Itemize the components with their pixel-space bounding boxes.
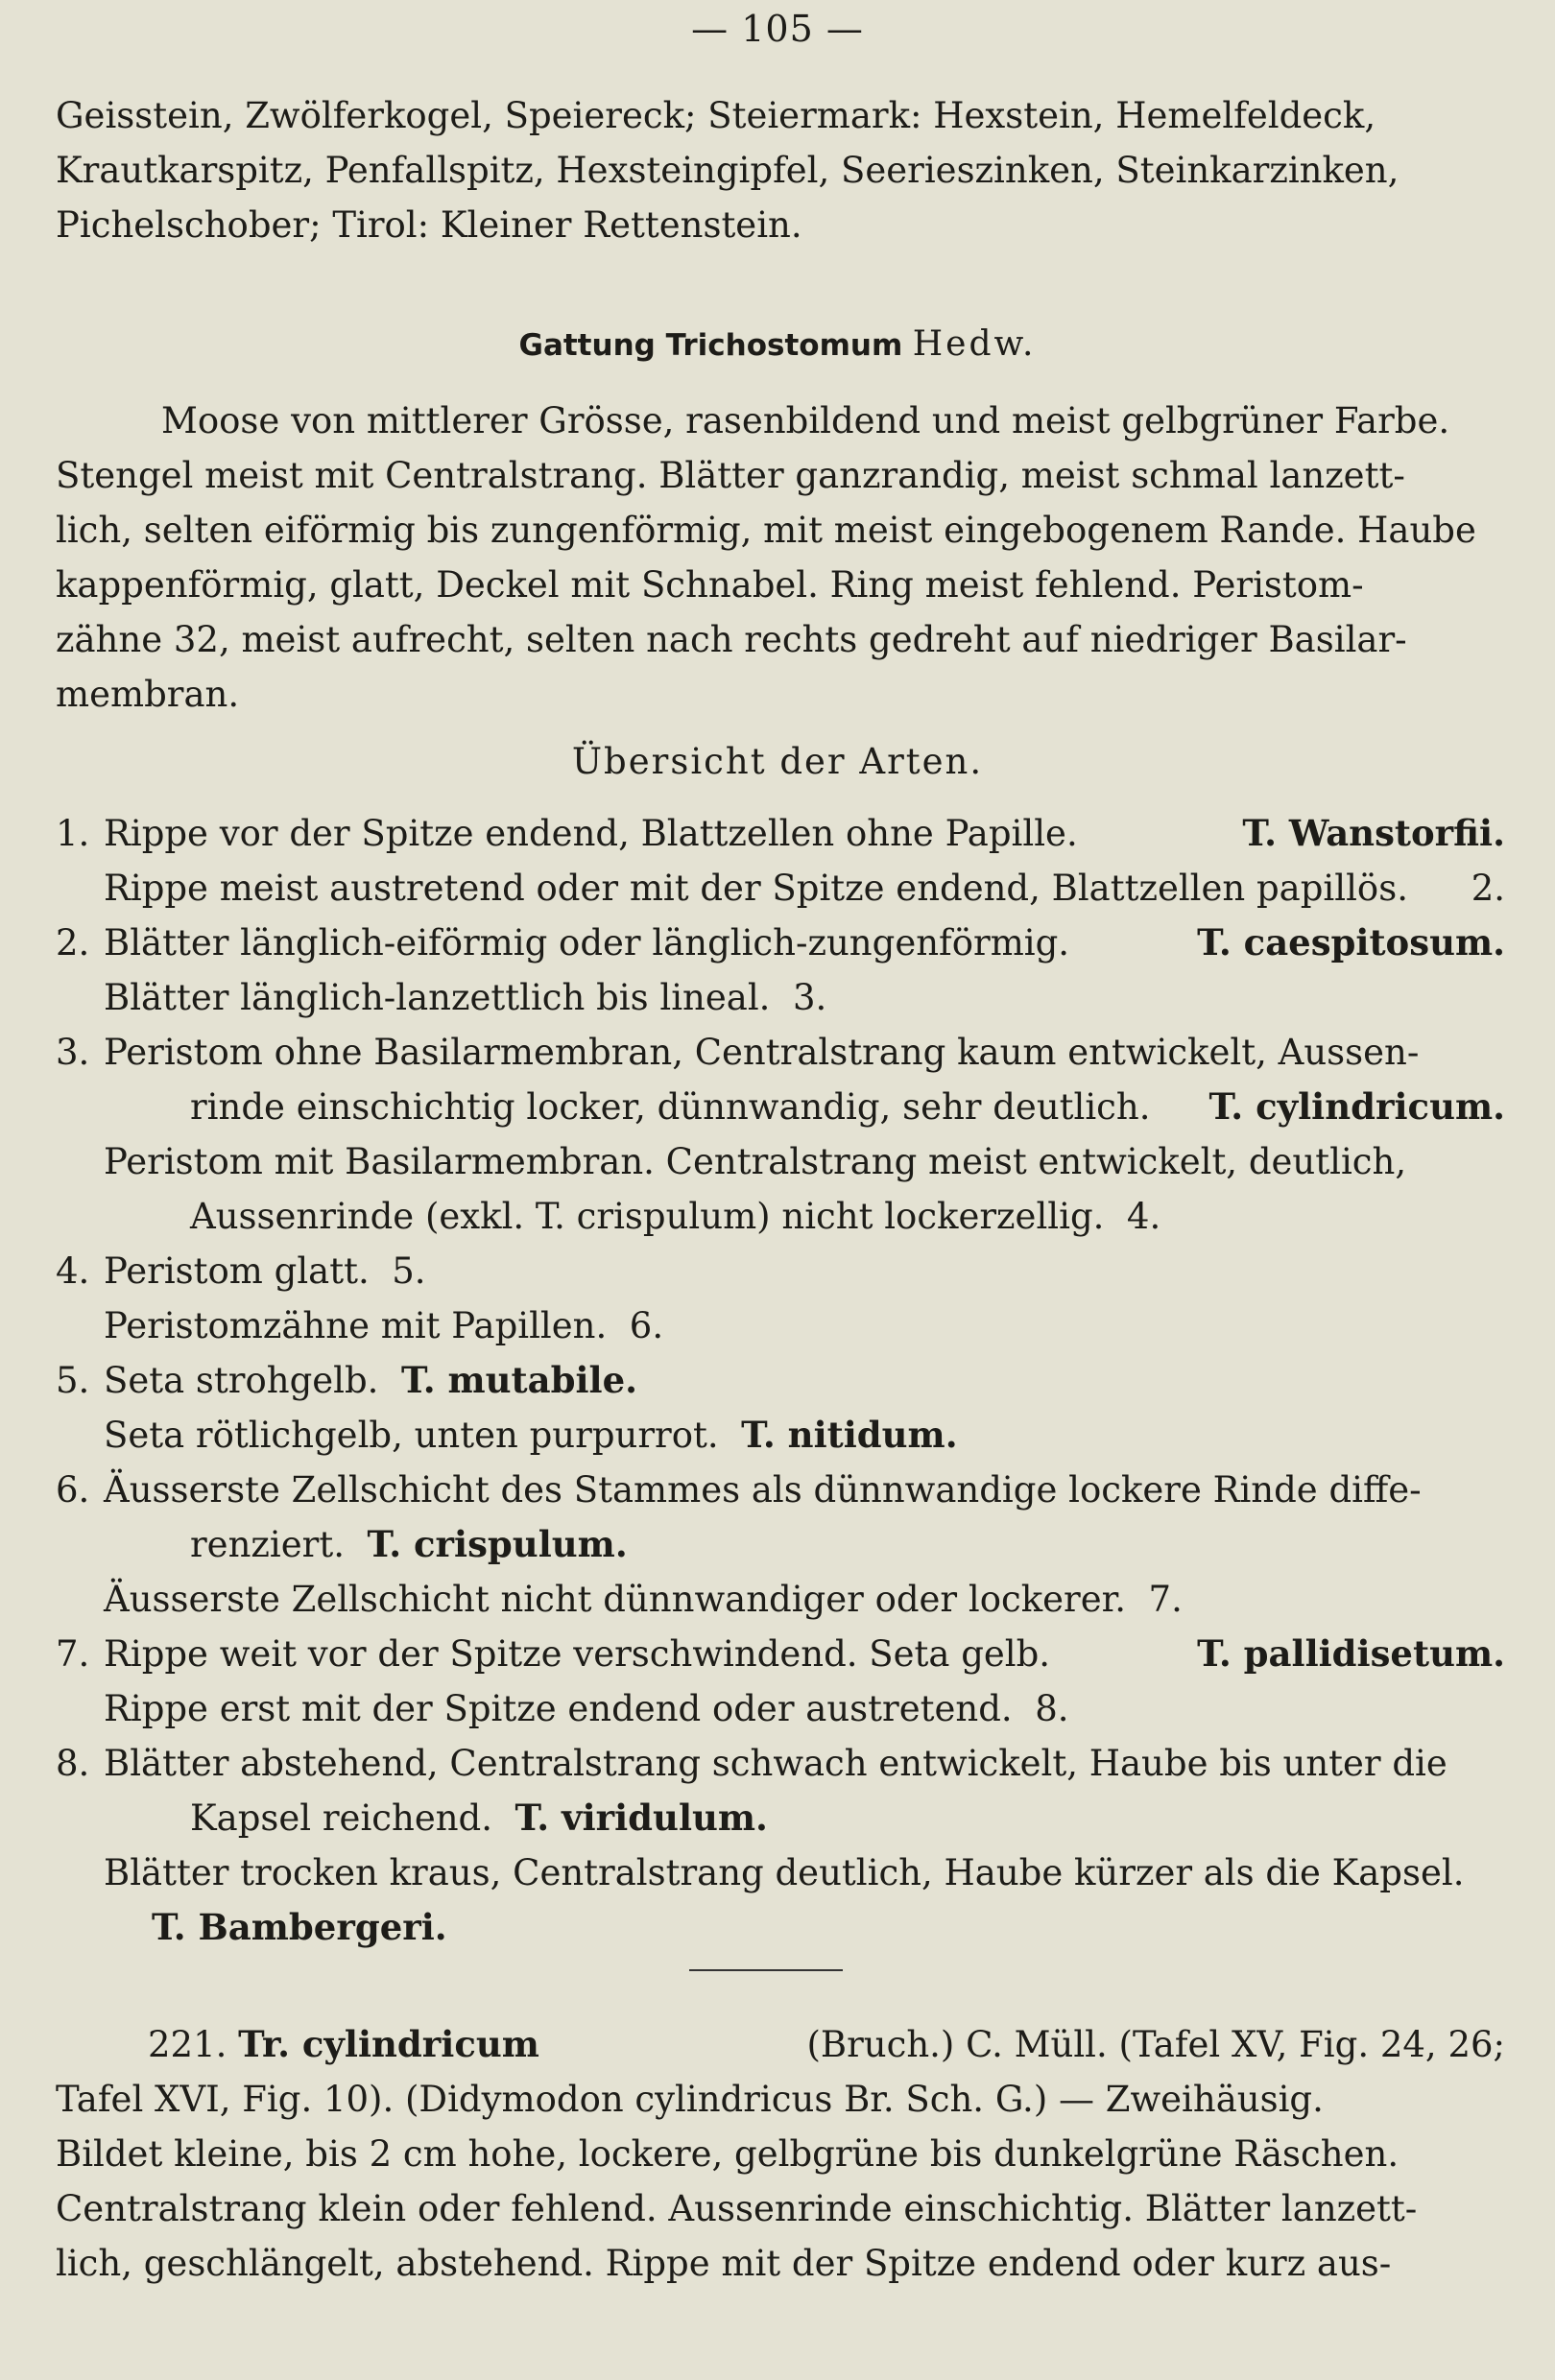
key-line: renziert. T. crispulum. [190,1523,628,1565]
key-line: 8. Blätter abstehend, Centralstrang schwach entwickelt, Haube bis unter die [56,1743,1447,1784]
species-entry [56,2017,1505,2291]
species-name: T. nitidum. [741,1414,958,1456]
key-line: 6. Äusserste Zellschicht des Stammes als dünnwandige lockere Rinde diffe- [56,1469,1422,1511]
species-key [56,806,1505,1955]
text-line: lich, geschlängelt, abstehend. Rippe mit der Spitze endend oder kurz aus- [56,2243,1392,2284]
key-line: Blätter länglich-lanzettlich bis lineal. 3. [104,977,827,1018]
key-line: Kapsel reichend. T. viridulum. [190,1797,768,1839]
key-line: 3. Peristom ohne Basilarmembran, Centralstrang kaum entwickelt, Aussen- [56,1032,1420,1073]
key-line: Rippe erst mit der Spitze endend oder austretend. 8. [104,1688,1069,1729]
key-line [56,1900,1505,1955]
text-line: Krautkarspitz, Penfallspitz, Hexsteingipfel, Seerieszinken, Steinkarzinken, [56,150,1400,191]
species-name: T. Wanstorfii. [1242,812,1505,854]
entry-number: 221. [148,2024,227,2065]
genus-heading-label: Gattung Trichostomum [518,328,903,363]
text-line: Stengel meist mit Centralstrang. Blätter ganzrandig, meist schmal lanzett- [56,455,1405,496]
text-line: zähne 32, meist aufrecht, selten nach rechts gedreht auf niedriger Basilar- [56,619,1407,660]
intro-paragraph [56,88,1505,252]
species-name: T. Bambergeri. [152,1906,447,1948]
genus-heading-author: Hedw. [912,324,1037,364]
text-line: Geisstein, Zwölferkogel, Speiereck; Steiermark: Hexstein, Hemelfeldeck, [56,95,1376,136]
key-line: 4. Peristom glatt. 5. [56,1250,426,1292]
species-name: T. cylindricum. [1208,1085,1505,1128]
text-line: Bildet kleine, bis 2 cm hohe, lockere, gelbgrüne bis dunkelgrüne Räschen. [56,2133,1400,2175]
key-line: Blätter trocken kraus, Centralstrang deutlich, Haube kürzer als die Kapsel. [104,1852,1465,1893]
text-line: membran. [56,674,240,715]
text-line: Centralstrang klein oder fehlend. Aussenrinde einschichtig. Blätter lanzett- [56,2188,1418,2229]
key-line: 1. Rippe vor der Spitze endend, Blattzellen ohne Papille. T. Wanstorfii. [56,806,1505,861]
text-line: Pichelschober; Tirol: Kleiner Rettenstein. [56,204,802,246]
key-line: Rippe meist austretend oder mit der Spitze endend, Blattzellen papillös. 2. [104,868,1505,909]
species-name: T. viridulum. [514,1797,768,1839]
key-line: rinde einschichtig locker, dünnwandig, sehr deutlich. T. cylindricum. [56,1080,1505,1134]
text-line: lich, selten eiförmig bis zungenförmig, mit meist eingebogenem Rande. Haube [56,510,1476,551]
entry-species: Tr. cylindricum [238,2023,539,2065]
key-line: Peristom mit Basilarmembran. Centralstrang meist entwickelt, deutlich, [104,1141,1407,1182]
key-line: 5. Seta strohgelb. T. mutabile. [56,1359,638,1401]
genus-description [56,393,1505,722]
page-number: — 105 — [691,8,864,50]
key-line: Peristomzähne mit Papillen. 6. [104,1305,664,1346]
key-line: Seta rötlichgelb, unten purpurrot. T. nitidum. [104,1414,958,1456]
species-name: T. crispulum. [367,1523,628,1565]
key-line: 7. Rippe weit vor der Spitze verschwindend. Seta gelb. T. pallidisetum. [56,1627,1505,1681]
species-name: T. pallidisetum. [1197,1632,1505,1675]
text-line: Moose von mittlerer Grösse, rasenbildend und meist gelbgrüner Farbe. [161,400,1450,441]
species-name: T. mutabile. [400,1359,638,1401]
key-line: Aussenrinde (exkl. T. crispulum) nicht lockerzellig. 4. [190,1196,1161,1237]
text-line: 221. Tr. cylindricum (Bruch.) C. Müll. (Tafel XV, Fig. 24, 26; [148,2023,1505,2065]
key-line: 2. Blätter länglich-eiförmig oder länglich-zungenförmig. T. caespitosum. [56,916,1505,970]
key-line: Äusserste Zellschicht nicht dünnwandiger oder lockerer. 7. [104,1579,1183,1620]
text-line: kappenförmig, glatt, Deckel mit Schnabel. Ring meist fehlend. Peristom- [56,564,1364,606]
section-divider [689,1969,843,1971]
species-name: T. caespitosum. [1197,921,1505,964]
text-line: Tafel XVI, Fig. 10). (Didymodon cylindricus Br. Sch. G.) — Zweihäusig. [56,2079,1324,2120]
genus-heading [0,324,1555,364]
key-heading: Übersicht der Arten. [571,741,984,782]
